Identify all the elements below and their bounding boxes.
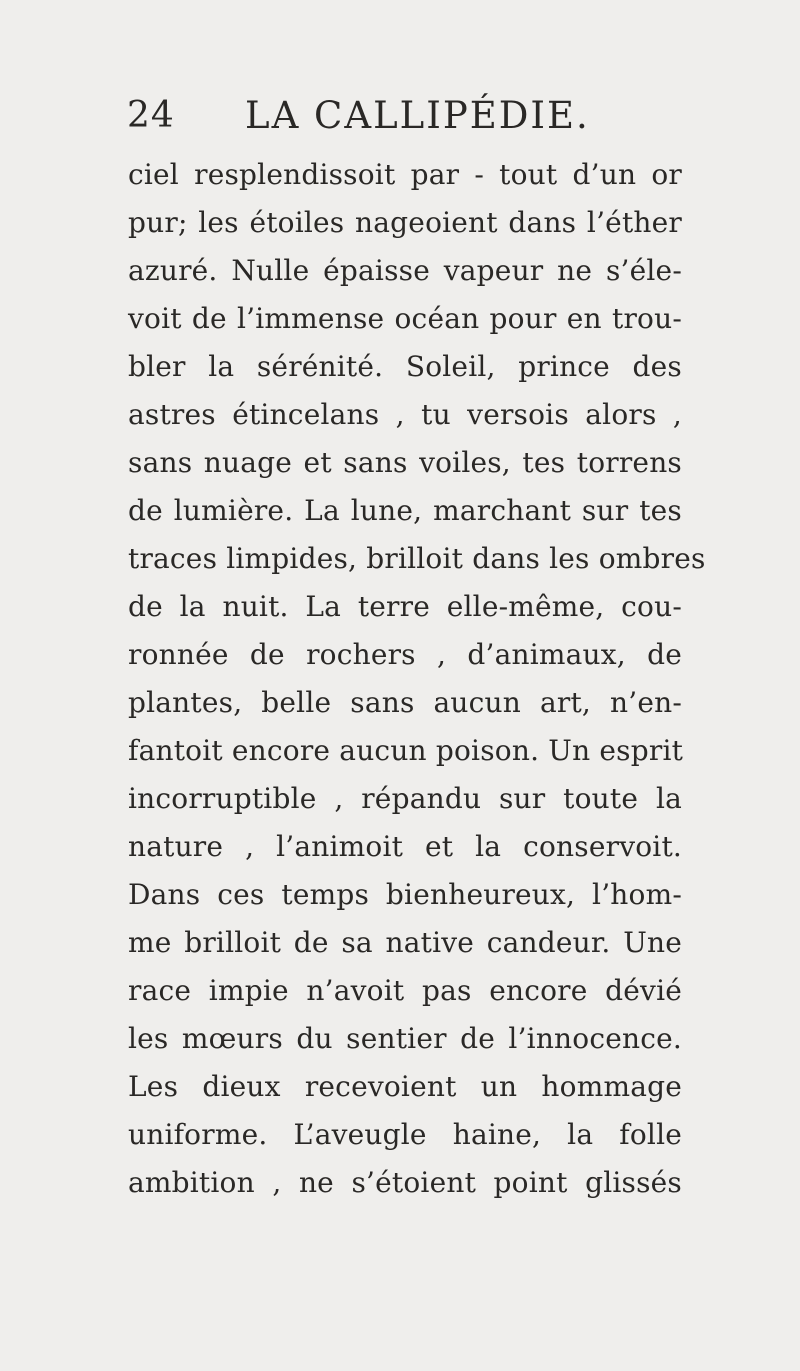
- text-line: astres étincelans , tu versois alors ,: [128, 398, 682, 431]
- text-line: Dans ces temps bienheureux, l’hom-: [128, 878, 682, 911]
- text-line: incorruptible , répandu sur toute la: [128, 782, 682, 815]
- text-line: azuré. Nulle épaisse vapeur ne s’éle-: [128, 254, 682, 287]
- text-line: ciel resplendissoit par - tout d’un or: [128, 158, 682, 191]
- text-line: plantes, belle sans aucun art, n’en-: [128, 686, 682, 719]
- text-line: ambition , ne s’étoient point glissés: [128, 1166, 682, 1199]
- text-line: fantoit encore aucun poison. Un esprit: [128, 734, 684, 767]
- text-line: nature , l’animoit et la conservoit.: [128, 830, 682, 863]
- running-title: LA CALLIPÉDIE.: [245, 94, 590, 137]
- page-number: 24: [127, 95, 175, 136]
- text-line: Les dieux recevoient un hommage: [128, 1070, 682, 1103]
- text-line: traces limpides, brilloit dans les ombres: [128, 542, 706, 575]
- text-line: race impie n’avoit pas encore dévié: [128, 974, 682, 1007]
- text-line: les mœurs du sentier de l’innocence.: [128, 1022, 682, 1055]
- text-line: voit de l’immense océan pour en trou-: [128, 302, 682, 335]
- text-line: uniforme. L’aveugle haine, la folle: [128, 1118, 682, 1151]
- text-line: bler la sérénité. Soleil, prince des: [128, 350, 682, 383]
- running-head: [0, 86, 800, 146]
- text-line: ronnée de rochers , d’animaux, de: [128, 638, 682, 671]
- text-line: de lumière. La lune, marchant sur tes: [128, 494, 682, 527]
- text-line: de la nuit. La terre elle-même, cou-: [128, 590, 682, 623]
- text-line: sans nuage et sans voiles, tes torrens: [128, 446, 682, 479]
- text-line: me brilloit de sa native candeur. Une: [128, 926, 682, 959]
- text-line: pur; les étoiles nageoient dans l’éther: [128, 206, 682, 239]
